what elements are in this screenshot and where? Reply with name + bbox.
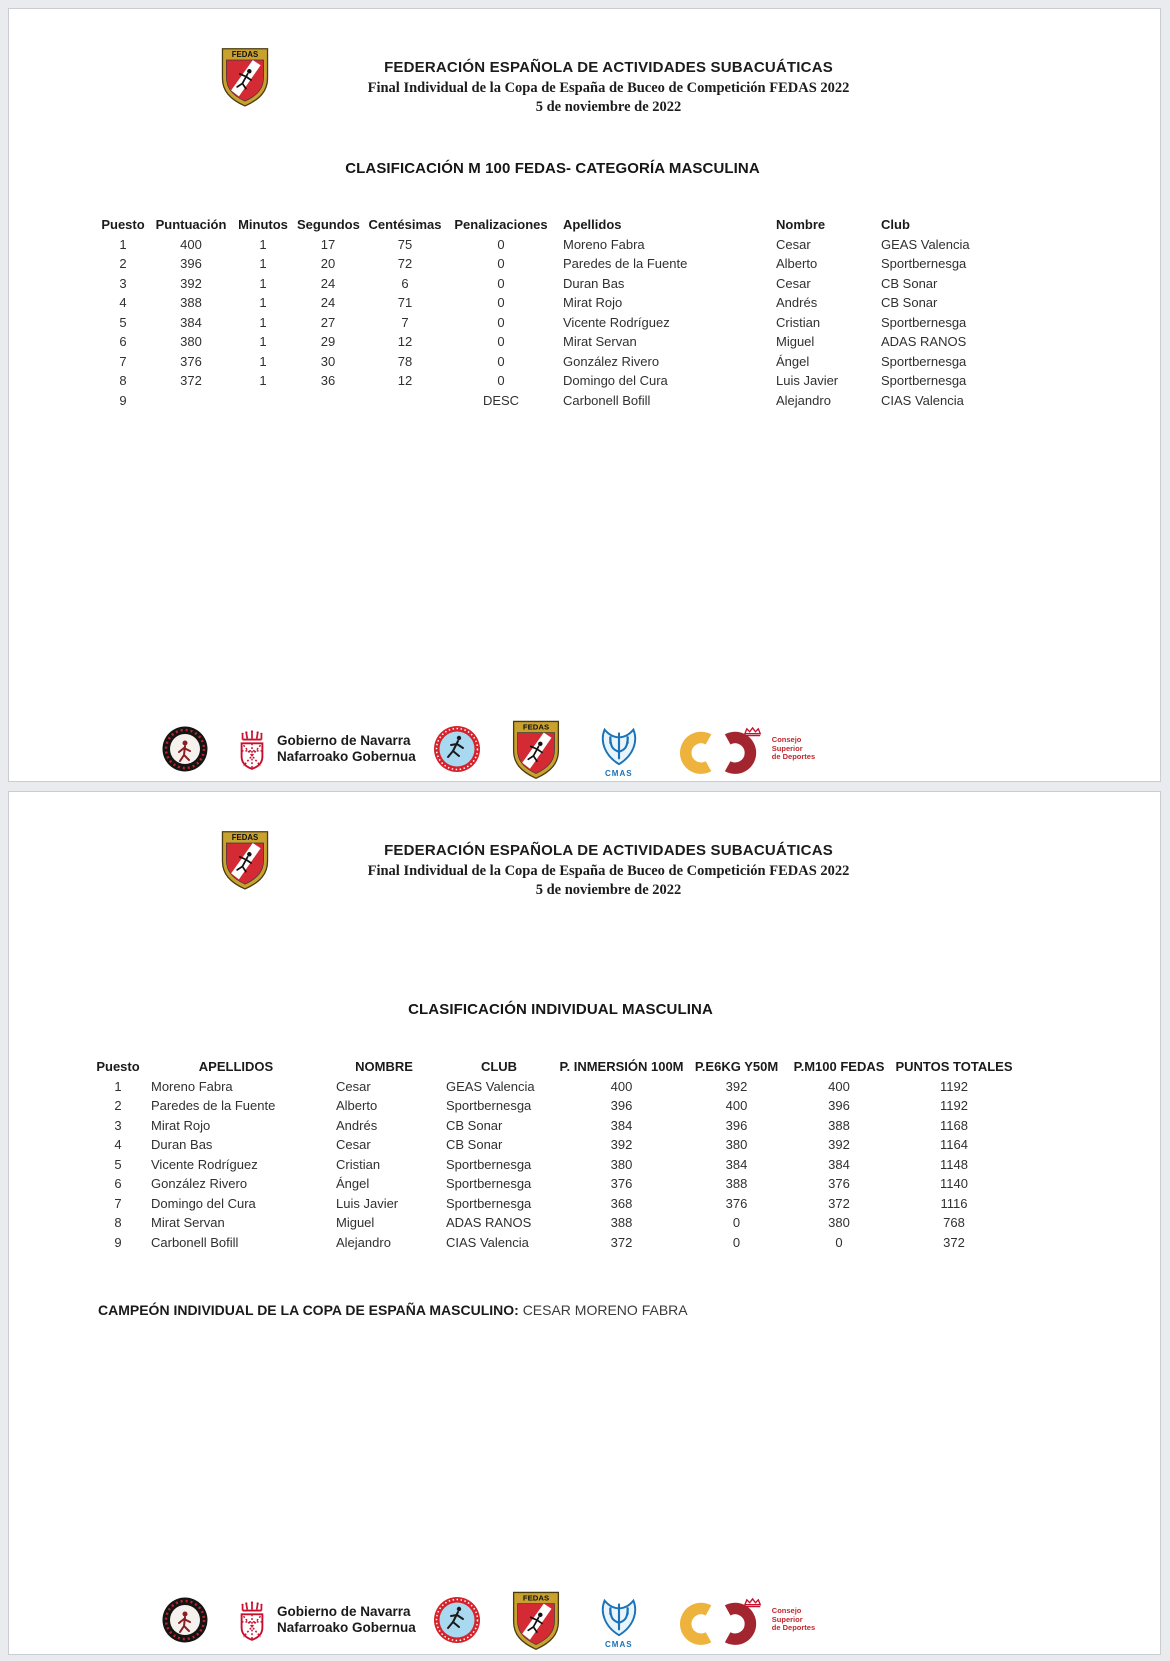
federation-name: FEDERACIÓN ESPAÑOLA DE ACTIVIDADES SUBACUÁTICAS — [384, 842, 833, 859]
table-cell: Duran Bas — [151, 1137, 213, 1152]
table-cell: 400 — [610, 1078, 633, 1094]
navarra-crest-icon — [235, 728, 269, 770]
column-header: CLUB — [480, 1059, 518, 1074]
csd-mark-icon — [674, 724, 766, 774]
table-cell: ADAS RANOS — [446, 1215, 532, 1230]
table-cell: 1168 — [940, 1117, 968, 1133]
table-cell: Alejandro — [776, 392, 831, 408]
table-cell: Domingo del Cura — [563, 373, 668, 388]
table-cell: 2 — [114, 1098, 122, 1113]
event-date: 5 de noviembre de 2022 — [535, 99, 682, 115]
table-cell: 5 — [119, 314, 127, 330]
table-cell: Sportbernesga — [446, 1195, 532, 1211]
table-cell: 392 — [828, 1137, 850, 1152]
table-cell: Alejandro — [336, 1234, 391, 1250]
table-cell: Mirat Servan — [151, 1215, 225, 1230]
table-cell: Miguel — [776, 334, 815, 349]
navarra-label-eu: Nafarroako Gobernua — [277, 749, 416, 764]
column-header: Centésimas — [368, 217, 442, 232]
table-cell: 400 — [828, 1078, 850, 1094]
table-cell: Mirat Servan — [563, 334, 637, 349]
csd-mark-icon — [674, 1595, 766, 1645]
table-row — [93, 1174, 1019, 1194]
table-cell: Sportbernesga — [881, 256, 967, 271]
table-cell: González Rivero — [151, 1176, 248, 1191]
table-cell: Sportbernesga — [881, 373, 967, 388]
table-cell: 372 — [828, 1195, 850, 1211]
table-row — [93, 352, 1019, 372]
table-cell: Miguel — [336, 1215, 375, 1230]
table-cell: 0 — [835, 1234, 843, 1250]
fedas-shield-logo — [508, 1589, 564, 1651]
navarra-label-eu: Nafarroako Gobernua — [277, 1620, 416, 1635]
table-row — [93, 1155, 1019, 1175]
table-cell — [359, 391, 451, 411]
table-cell: 4 — [114, 1137, 122, 1152]
table-cell: 1 — [259, 295, 267, 310]
table-cell: 1 — [259, 236, 267, 252]
table-cell: CB Sonar — [881, 295, 938, 310]
cmas-logo — [596, 1591, 642, 1649]
sponsor-logos — [161, 1585, 815, 1655]
table-cell: 2 — [119, 256, 127, 271]
table-cell: Alberto — [776, 256, 818, 271]
table-cell: Andrés — [336, 1117, 378, 1133]
column-header: P.E6KG Y50M — [694, 1059, 779, 1074]
table-cell: Sportbernesga — [446, 1176, 532, 1191]
fedas-club-circle-logo — [432, 724, 482, 774]
table-cell: 384 — [828, 1156, 850, 1172]
table-cell: 372 — [180, 373, 202, 388]
table-cell: GEAS Valencia — [446, 1078, 535, 1094]
column-header: Puntuación — [155, 217, 227, 232]
table-cell: 0 — [497, 334, 505, 349]
table-cell: 0 — [497, 256, 505, 271]
table-row — [93, 235, 1019, 255]
table-cell: 1 — [259, 353, 267, 369]
table-cell: DESC — [482, 392, 520, 408]
table-row — [93, 332, 1019, 352]
fedas-logo-label: FEDAS — [231, 50, 259, 59]
csd-label-line2: Superior — [771, 743, 803, 753]
table-cell: 396 — [725, 1117, 748, 1133]
table-cell: 24 — [320, 295, 336, 310]
table-cell: 1 — [259, 373, 267, 388]
table-cell: 384 — [180, 314, 202, 330]
table-cell: Moreno Fabra — [563, 236, 645, 252]
table-cell: 0 — [732, 1234, 741, 1250]
table-cell: Cesar — [336, 1137, 371, 1152]
navarra-government-logo — [235, 728, 416, 770]
table-row — [93, 1096, 1019, 1116]
column-header: P.M100 FEDAS — [793, 1059, 885, 1074]
table-cell: 0 — [497, 314, 505, 330]
table-cell: 3 — [114, 1117, 122, 1133]
fedas-logo-label: FEDAS — [522, 1593, 549, 1603]
table-cell: 368 — [610, 1195, 633, 1211]
table-cell: 12 — [397, 373, 413, 388]
table-cell: 30 — [320, 353, 336, 369]
table-cell: CIAS Valencia — [446, 1234, 529, 1250]
cmas-logo — [596, 720, 642, 778]
event-date: 5 de noviembre de 2022 — [535, 882, 682, 898]
table-cell: 7 — [119, 353, 127, 369]
column-header: Segundos — [297, 217, 360, 232]
table-cell: 392 — [180, 275, 202, 291]
table-cell: 1164 — [940, 1137, 968, 1152]
table-cell: CB Sonar — [446, 1137, 503, 1152]
table-cell: 8 — [114, 1215, 122, 1230]
table-cell: Paredes de la Fuente — [151, 1098, 276, 1113]
table-row — [93, 371, 1019, 391]
table-cell: GEAS Valencia — [881, 236, 970, 252]
document-header — [9, 59, 1160, 116]
table-header-row — [93, 215, 1019, 235]
table-row — [93, 1194, 1019, 1214]
table-cell: 400 — [180, 236, 202, 252]
table-cell: 0 — [497, 295, 505, 310]
table-cell: 376 — [725, 1195, 748, 1211]
table-cell: 8 — [119, 373, 127, 388]
table-cell: Cesar — [336, 1078, 371, 1094]
event-name: Final Individual de la Copa de España de Buceo de Competición FEDAS 2022 — [367, 80, 850, 96]
table-cell: Cristian — [776, 314, 821, 330]
table-row — [93, 254, 1019, 274]
table-cell: 1140 — [940, 1176, 968, 1191]
table-cell: ADAS RANOS — [881, 334, 967, 349]
table-cell: Alberto — [336, 1098, 378, 1113]
table-cell: 376 — [610, 1176, 633, 1191]
federation-name: FEDERACIÓN ESPAÑOLA DE ACTIVIDADES SUBACUÁTICAS — [384, 59, 833, 76]
event-name: Final Individual de la Copa de España de Buceo de Competición FEDAS 2022 — [367, 863, 850, 879]
cmas-trident-icon — [596, 1591, 642, 1639]
table-cell: 7 — [114, 1195, 122, 1211]
fedas-club-circle-logo — [432, 1595, 482, 1645]
table-cell: 372 — [610, 1234, 633, 1250]
column-header: Minutos — [238, 217, 288, 232]
table-cell: 380 — [610, 1156, 633, 1172]
fedas-logo-label: FEDAS — [231, 833, 259, 842]
table-row — [93, 313, 1019, 333]
column-header: Puesto — [101, 217, 145, 232]
table-cell: 396 — [180, 256, 202, 271]
navarra-crest-icon — [235, 1599, 269, 1641]
table-cell: 396 — [828, 1098, 850, 1113]
table-cell: Luis Javier — [776, 373, 839, 388]
table-cell: 1 — [259, 275, 267, 291]
table-cell: Carbonell Bofill — [563, 392, 651, 408]
csd-logo — [674, 724, 815, 774]
table-cell: 72 — [397, 256, 413, 271]
table-cell: 0 — [732, 1215, 741, 1230]
table-cell: 17 — [320, 236, 336, 252]
fedas-shield-logo — [508, 718, 564, 780]
table-cell: 3 — [119, 275, 127, 291]
table-cell: 0 — [497, 236, 505, 252]
csd-label-line1: Consejo — [771, 1606, 802, 1616]
table-cell: Cesar — [776, 236, 811, 252]
table-cell: 12 — [397, 334, 413, 349]
results-page-m100 — [8, 8, 1161, 782]
table-cell: Sportbernesga — [881, 314, 967, 330]
column-header: APELLIDOS — [198, 1059, 274, 1074]
column-header: Apellidos — [563, 217, 622, 232]
column-header: PUNTOS TOTALES — [895, 1059, 1013, 1074]
table-cell: 384 — [725, 1156, 748, 1172]
table-cell: 376 — [180, 353, 202, 369]
table-cell — [229, 391, 297, 411]
table-cell: 9 — [114, 1234, 122, 1250]
table-cell: 75 — [397, 236, 413, 252]
navarra-label-es: Gobierno de Navarra — [277, 732, 411, 748]
table-cell: 7 — [401, 314, 409, 330]
champion-name: CESAR MORENO FABRA — [522, 1302, 688, 1318]
table-cell: 1 — [259, 314, 267, 330]
table-cell: 0 — [497, 353, 505, 369]
table-cell: CB Sonar — [446, 1117, 503, 1133]
csd-label-line3: de Deportes — [771, 752, 816, 762]
table-cell: 388 — [610, 1215, 633, 1230]
table-cell: 20 — [320, 256, 336, 271]
results-page-individual — [8, 791, 1161, 1655]
table-cell: Cristian — [336, 1156, 381, 1172]
table-cell: Mirat Rojo — [151, 1117, 211, 1133]
table-cell: 78 — [397, 353, 413, 369]
table-cell: 4 — [119, 295, 127, 310]
table-cell: Sportbernesga — [446, 1156, 532, 1172]
table-row — [93, 293, 1019, 313]
csd-label-line1: Consejo — [771, 735, 802, 745]
column-header: Club — [881, 217, 910, 232]
table-cell: 6 — [401, 275, 409, 291]
table-cell: 1 — [259, 334, 267, 349]
table-row — [93, 1233, 1019, 1253]
table-cell: 372 — [943, 1234, 965, 1250]
table-cell: 36 — [320, 373, 336, 388]
table-row — [93, 391, 1019, 411]
table-cell: Paredes de la Fuente — [563, 256, 688, 271]
table-cell: 1192 — [940, 1098, 968, 1113]
club-badge-logo — [161, 725, 209, 773]
table-row — [93, 1135, 1019, 1155]
cmas-label: CMAS — [605, 1640, 633, 1649]
table-cell: 0 — [497, 373, 505, 388]
table-cell: 376 — [828, 1176, 850, 1191]
individual-results-table — [93, 1057, 1019, 1252]
csd-logo — [674, 1595, 815, 1645]
table-cell: 9 — [119, 392, 127, 408]
fedas-logo-label: FEDAS — [522, 722, 549, 732]
table-cell: González Rivero — [563, 353, 660, 369]
table-cell: 396 — [610, 1098, 633, 1113]
column-header: NOMBRE — [355, 1059, 413, 1074]
table-cell: 1 — [114, 1078, 122, 1094]
document-header — [9, 842, 1160, 899]
cmas-trident-icon — [596, 720, 642, 768]
table-cell: 388 — [725, 1176, 748, 1191]
table-cell: Sportbernesga — [446, 1098, 532, 1113]
csd-label-line3: de Deportes — [771, 1623, 816, 1633]
table-cell: Vicente Rodríguez — [151, 1156, 258, 1172]
table-cell: 1 — [119, 236, 127, 252]
table-cell: Luis Javier — [336, 1195, 399, 1211]
table-cell: Mirat Rojo — [563, 295, 623, 310]
column-header: Penalizaciones — [454, 217, 548, 232]
table-cell: 6 — [114, 1176, 122, 1191]
table-row — [93, 274, 1019, 294]
table-cell: 29 — [320, 334, 336, 349]
table-cell: Ángel — [776, 353, 810, 369]
table-cell: 384 — [610, 1117, 633, 1133]
table-cell: 24 — [320, 275, 336, 291]
m100-results-table — [93, 215, 1019, 410]
table-cell — [153, 391, 229, 411]
table-cell: 1 — [259, 256, 267, 271]
table-cell: Carbonell Bofill — [151, 1234, 239, 1250]
table-cell: 27 — [320, 314, 336, 330]
table-cell: Andrés — [776, 295, 818, 310]
champion-line — [98, 1302, 688, 1318]
table-cell: 5 — [114, 1156, 122, 1172]
table-cell: Sportbernesga — [881, 353, 967, 369]
table-cell: 768 — [943, 1215, 965, 1230]
club-badge-logo — [161, 1596, 209, 1644]
table-cell: 388 — [828, 1117, 850, 1133]
csd-label-line2: Superior — [771, 1614, 803, 1624]
table-header-row — [93, 1057, 1019, 1077]
page-title: CLASIFICACIÓN M 100 FEDAS- CATEGORÍA MASCULINA — [345, 160, 760, 177]
table-cell: CIAS Valencia — [881, 392, 964, 408]
navarra-label-es: Gobierno de Navarra — [277, 1603, 411, 1619]
column-header: Nombre — [776, 217, 826, 232]
table-cell — [297, 391, 359, 411]
champion-label: CAMPEÓN INDIVIDUAL DE LA COPA DE ESPAÑA MASCULINO: — [98, 1302, 519, 1318]
table-cell: Moreno Fabra — [151, 1078, 233, 1094]
sponsor-logos — [161, 714, 815, 782]
table-cell: Vicente Rodríguez — [563, 314, 670, 330]
table-cell: 392 — [610, 1137, 633, 1152]
table-cell: 388 — [180, 295, 202, 310]
table-row — [93, 1077, 1019, 1097]
table-cell: 400 — [725, 1098, 748, 1113]
table-row — [93, 1213, 1019, 1233]
table-cell: 6 — [119, 334, 127, 349]
table-cell: 1116 — [940, 1195, 968, 1211]
table-row — [93, 1116, 1019, 1136]
cmas-label: CMAS — [605, 769, 633, 778]
table-cell: 1192 — [940, 1078, 968, 1094]
table-cell: 380 — [725, 1137, 748, 1152]
table-cell: Domingo del Cura — [151, 1195, 256, 1211]
table-cell: 392 — [725, 1078, 748, 1094]
table-cell: Duran Bas — [563, 275, 625, 291]
column-header: Puesto — [96, 1059, 140, 1074]
table-cell: 380 — [180, 334, 202, 349]
table-cell: 71 — [397, 295, 413, 310]
table-cell: 0 — [497, 275, 505, 291]
table-cell: 380 — [828, 1215, 850, 1230]
table-cell: Ángel — [336, 1176, 370, 1191]
column-header: P. INMERSIÓN 100M — [559, 1059, 684, 1074]
table-cell: CB Sonar — [881, 275, 938, 291]
navarra-government-logo — [235, 1599, 416, 1641]
page-title: CLASIFICACIÓN INDIVIDUAL MASCULINA — [408, 1001, 713, 1018]
table-cell: 1148 — [940, 1156, 968, 1172]
table-cell: Cesar — [776, 275, 811, 291]
